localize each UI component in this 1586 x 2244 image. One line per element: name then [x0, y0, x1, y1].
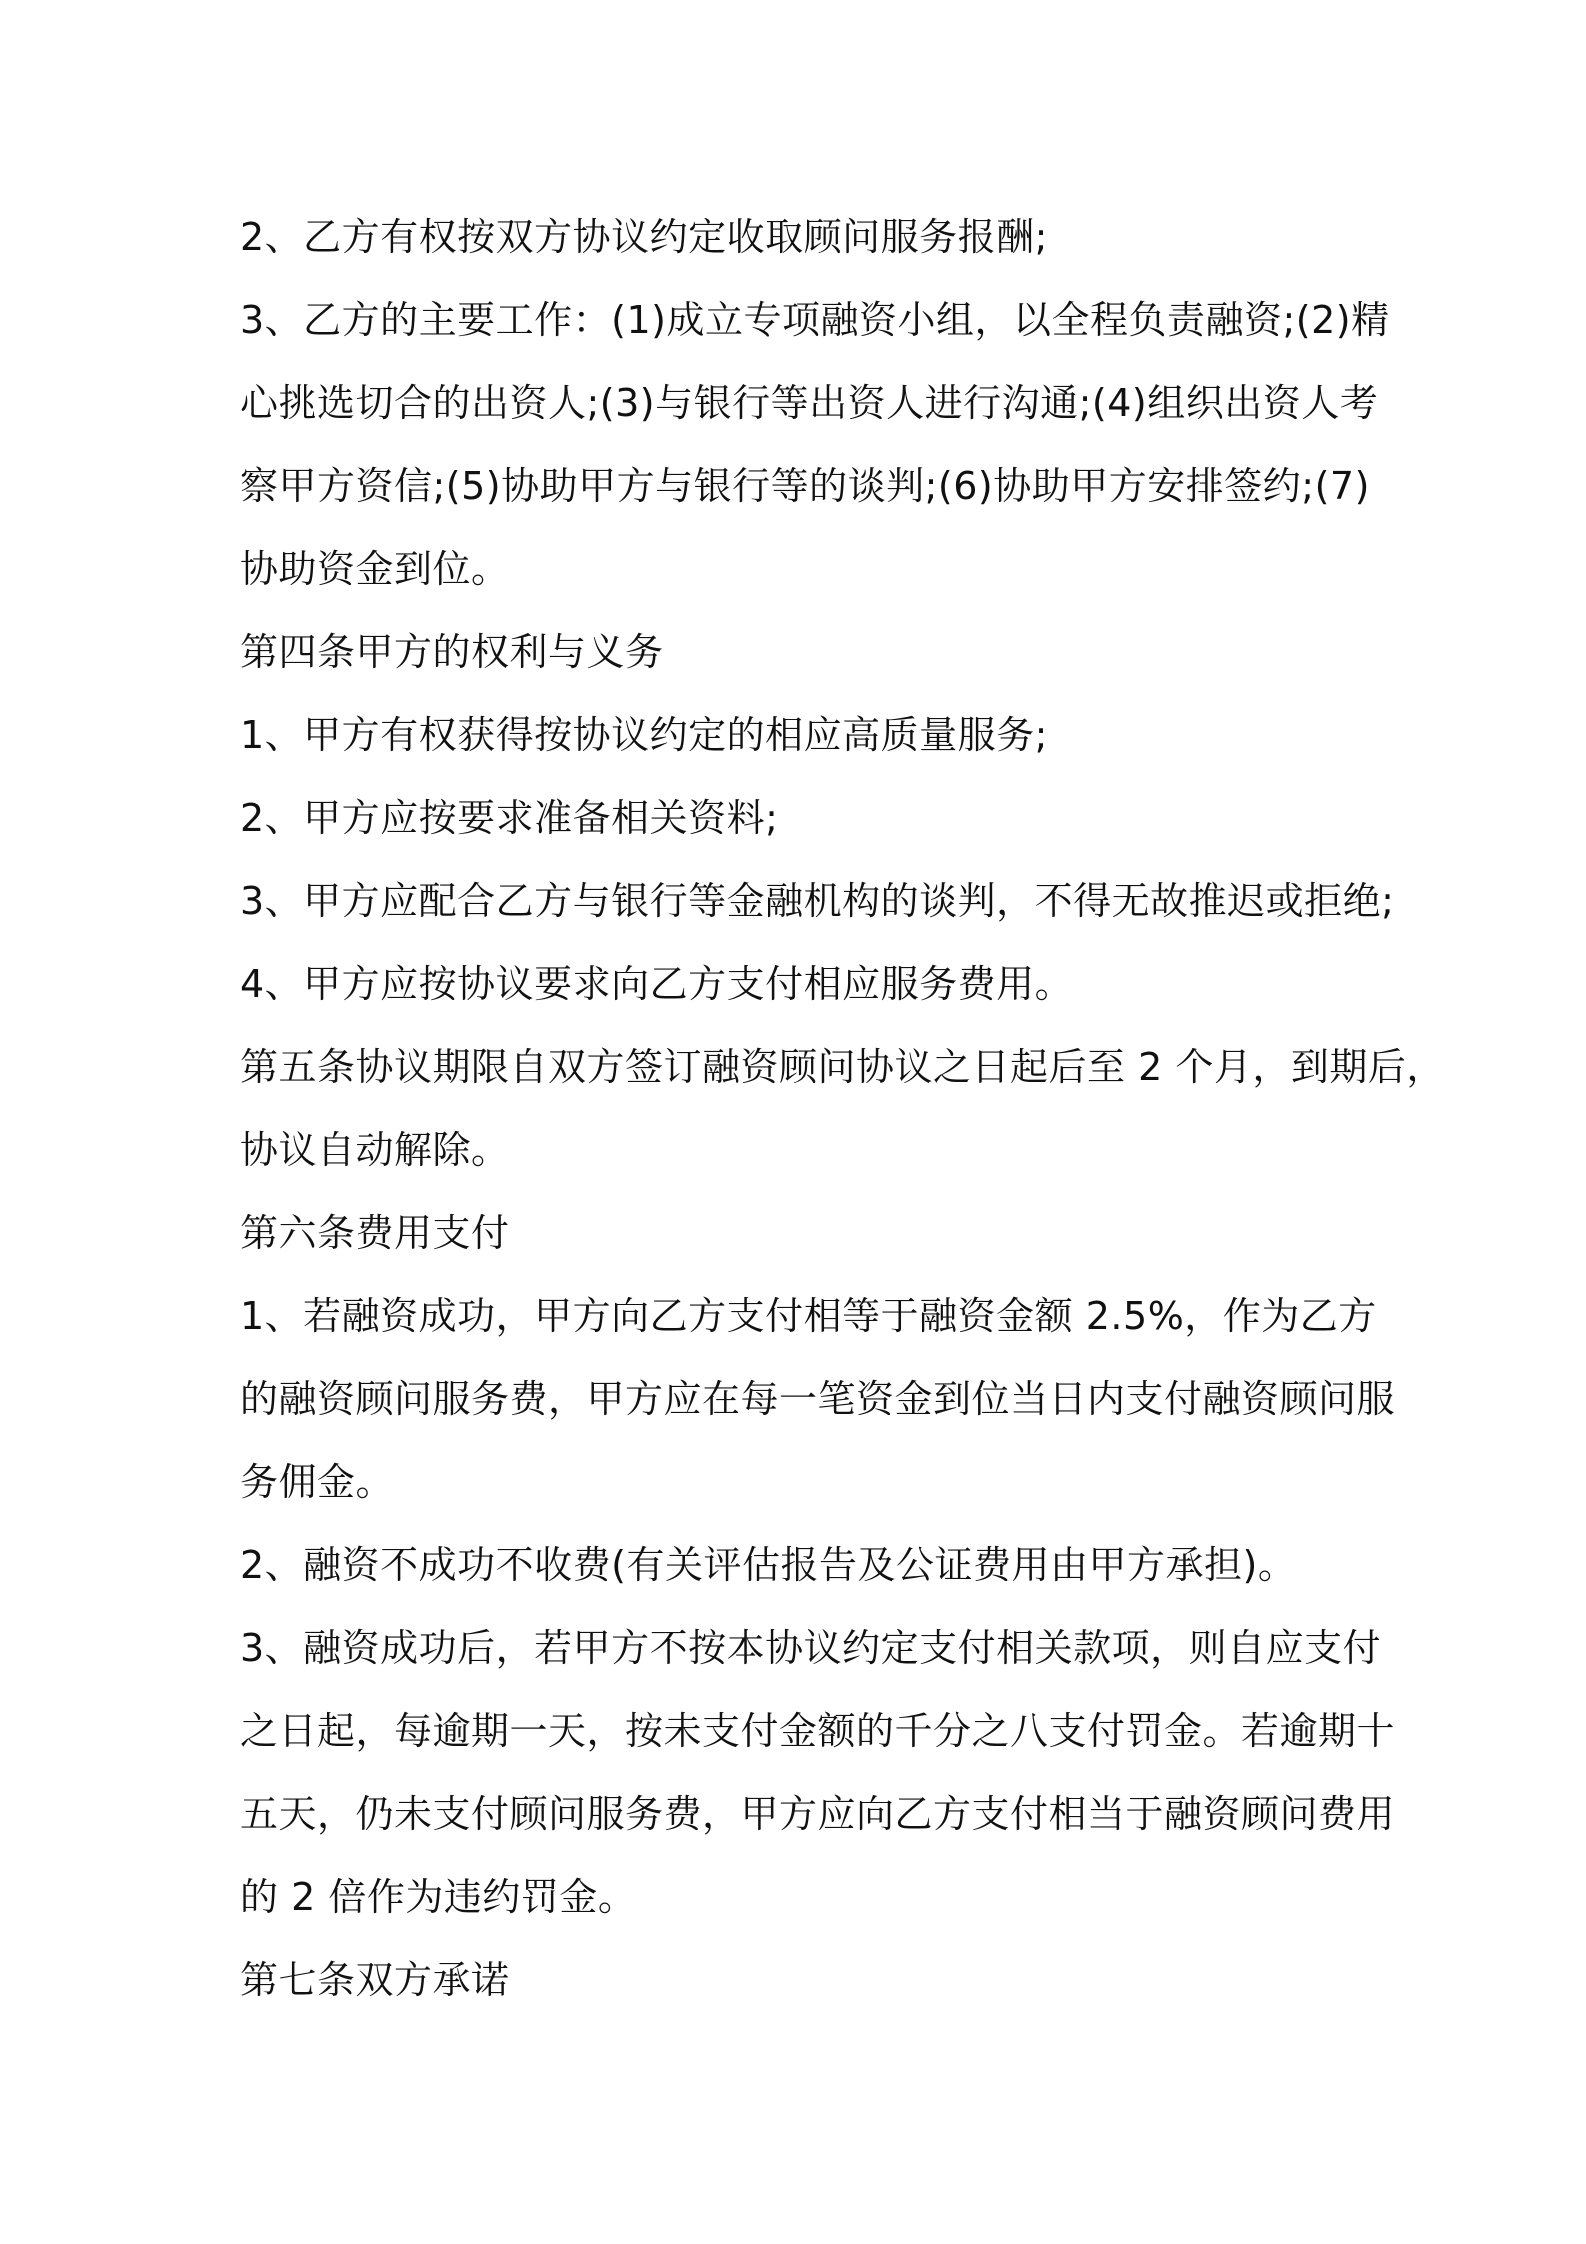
text-line: 务佣金。	[240, 1460, 395, 1504]
text-line: 4、甲方应按协议要求向乙方支付相应服务费用。	[240, 962, 1074, 1006]
text-line: 1、若融资成功，甲方向乙方支付相等于融资金额 2.5%，作为乙方	[240, 1294, 1377, 1338]
section-heading: 第七条双方承诺	[240, 1958, 510, 2002]
text-line: 五天，仍未支付顾问服务费，甲方应向乙方支付相当于融资顾问费用	[240, 1792, 1396, 1836]
text-line: 3、融资成功后，若甲方不按本协议约定支付相关款项，则自应支付	[240, 1626, 1382, 1670]
text-line: 之日起，每逾期一天，按未支付金额的千分之八支付罚金。若逾期十	[240, 1709, 1396, 1753]
text-line: 3、甲方应配合乙方与银行等金融机构的谈判，不得无故推迟或拒绝;	[240, 879, 1395, 923]
section-heading: 第六条费用支付	[240, 1211, 510, 1255]
text-line: 2、乙方有权按双方协议约定收取顾问服务报酬;	[240, 215, 1048, 259]
text-line: 察甲方资信;(5)协助甲方与银行等的谈判;(6)协助甲方安排签约;(7)	[240, 464, 1370, 508]
text-line: 2、甲方应按要求准备相关资料;	[240, 796, 779, 840]
document-body	[240, 196, 1445, 2022]
text-line: 的 2 倍作为违约罚金。	[240, 1875, 637, 1919]
text-line: 2、融资不成功不收费(有关评估报告及公证费用由甲方承担)。	[240, 1543, 1297, 1587]
section-heading: 第四条甲方的权利与义务	[240, 630, 664, 674]
text-line: 1、甲方有权获得按协议约定的相应高质量服务;	[240, 713, 1048, 757]
text-line: 协议自动解除。	[240, 1128, 510, 1172]
section-heading: 第五条协议期限自双方签订融资顾问协议之日起后至 2 个月，到期后，	[240, 1045, 1445, 1089]
text-line: 心挑选切合的出资人;(3)与银行等出资人进行沟通;(4)组织出资人考	[240, 381, 1379, 425]
text-line: 协助资金到位。	[240, 547, 510, 591]
text-line: 3、乙方的主要工作：(1)成立专项融资小组，以全程负责融资;(2)精	[240, 298, 1390, 342]
text-line: 的融资顾问服务费，甲方应在每一笔资金到位当日内支付融资顾问服	[240, 1377, 1396, 1421]
